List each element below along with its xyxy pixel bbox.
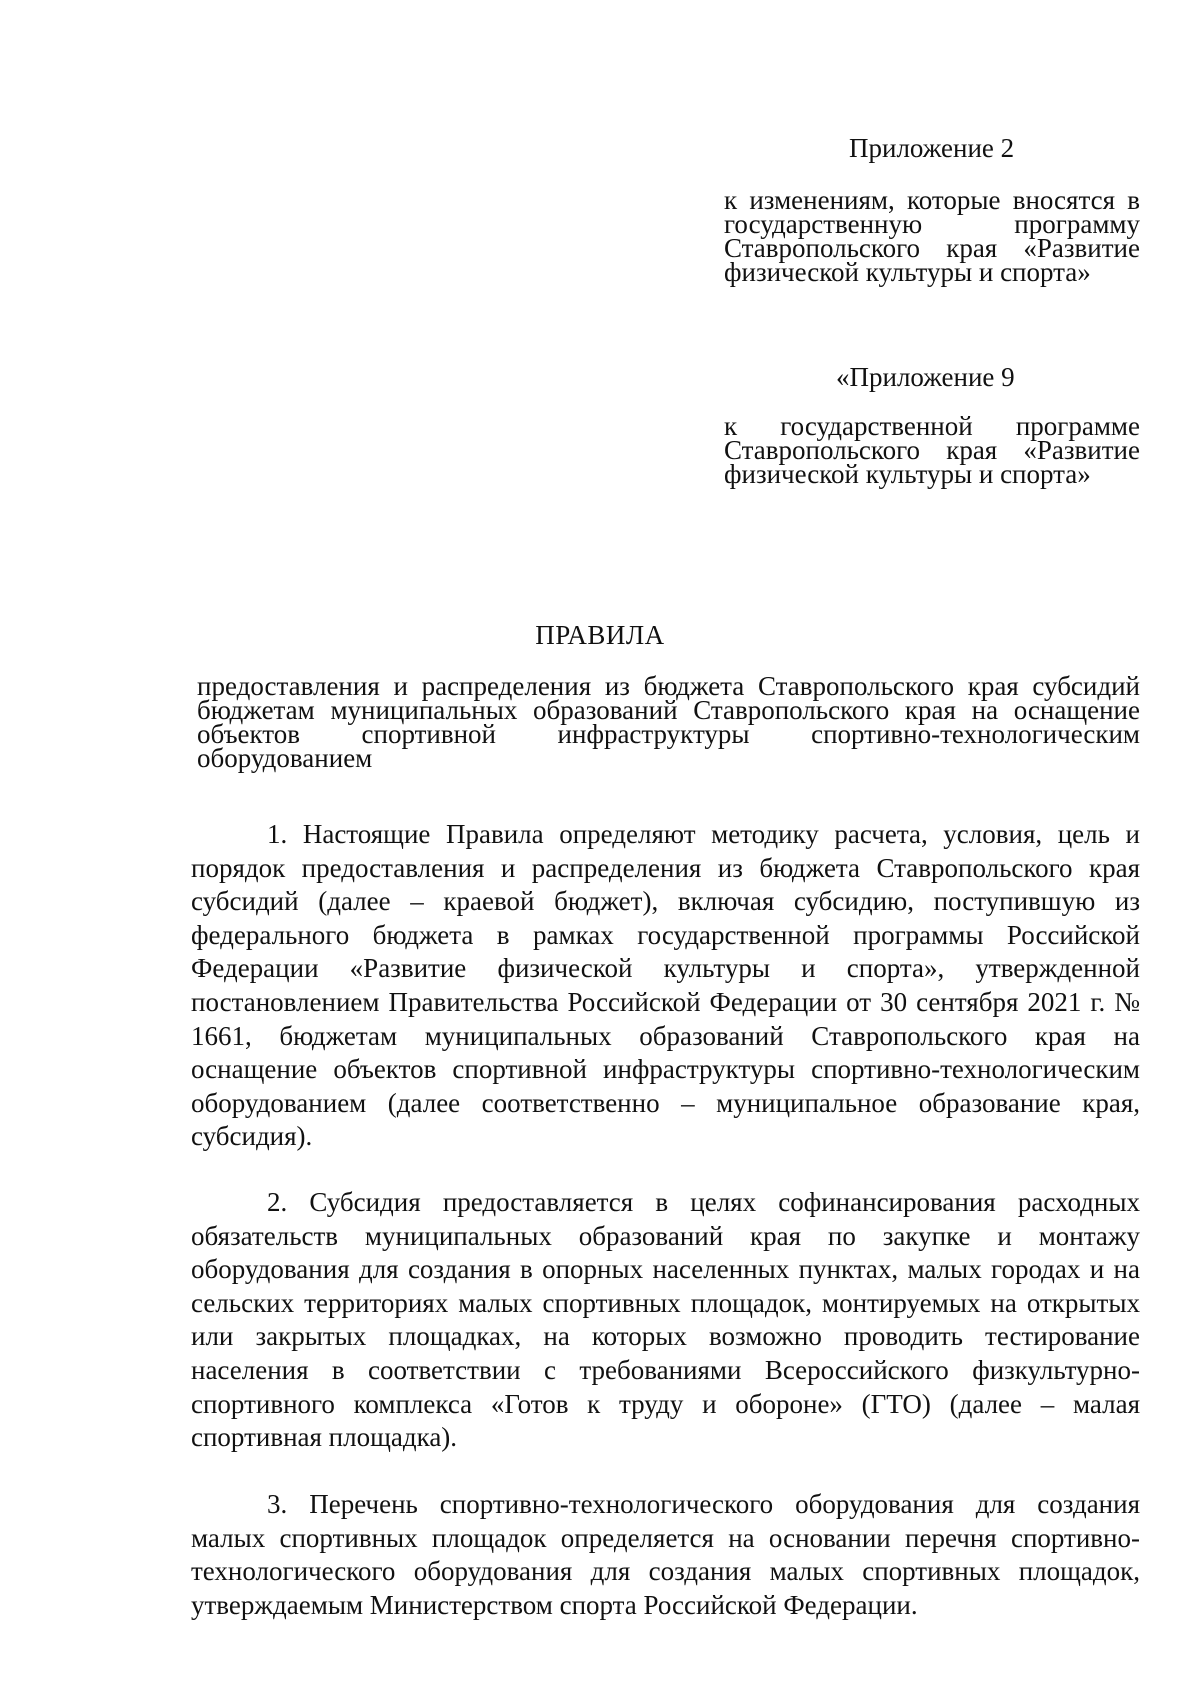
appendix-2-heading: Приложение 2 <box>849 133 1015 163</box>
paragraph-1: 1. Настоящие Правила определяют методику расчета, условия, цель и порядок предоставления и распределения из бюджета Ставропольского края субсидий (далее – краевой бюджет), включая субсидию, поступившую из федерального бюджета в рамках государственной программы Российской Федерации «Развитие физической культуры и спорта», утвержденной постановлением Правительства Российской Федерации от 30 сентября 2021 г. № 1661, бюджетам муниципальных образований Ставропольского края на оснащение объектов спортивной инфраструктуры спортивно-технологическим оборудованием (далее соответственно – муниципальное образование края, субсидия). <box>191 819 1140 1152</box>
paragraph-3: 3. Перечень спортивно-технологического оборудования для создания малых спортивных площадок определяется на основании перечня спортивно-технологического оборудования для создания малых спортивных площадок, утверждаемым Министерством спорта Российской Федерации. <box>191 1489 1140 1620</box>
document-title: ПРАВИЛА <box>535 620 665 650</box>
appendix-9-heading: «Приложение 9 <box>836 362 1015 392</box>
paragraph-2: 2. Субсидия предоставляется в целях софинансирования расходных обязательств муниципальных образований края по закупке и монтажу оборудования для создания в опорных населенных пунктах, малых городах и на сельских территориях малых спортивных площадок, монтируемых на открытых или закрытых площадках, на которых возможно проводить тестирование населения в соответствии с требованиями Всероссийского физкультурно-спортивного комплекса «Готов к труду и обороне» (ГТО) (далее – малая спортивная площадка). <box>191 1187 1140 1453</box>
appendix-9-text: к государственной программе Ставропольского края «Развитие физической культуры и спорта» <box>724 411 1140 489</box>
document-subtitle: предоставления и распределения из бюджета Ставропольского края субсидий бюджетам муниципальных образований Ставропольского края на оснащение объектов спортивной инфраструктуры спортивно-технологическим оборудованием <box>197 671 1140 773</box>
appendix-2-text: к изменениям, которые вносятся в государственную программу Ставропольского края «Развитие физической культуры и спорта» <box>724 185 1140 287</box>
